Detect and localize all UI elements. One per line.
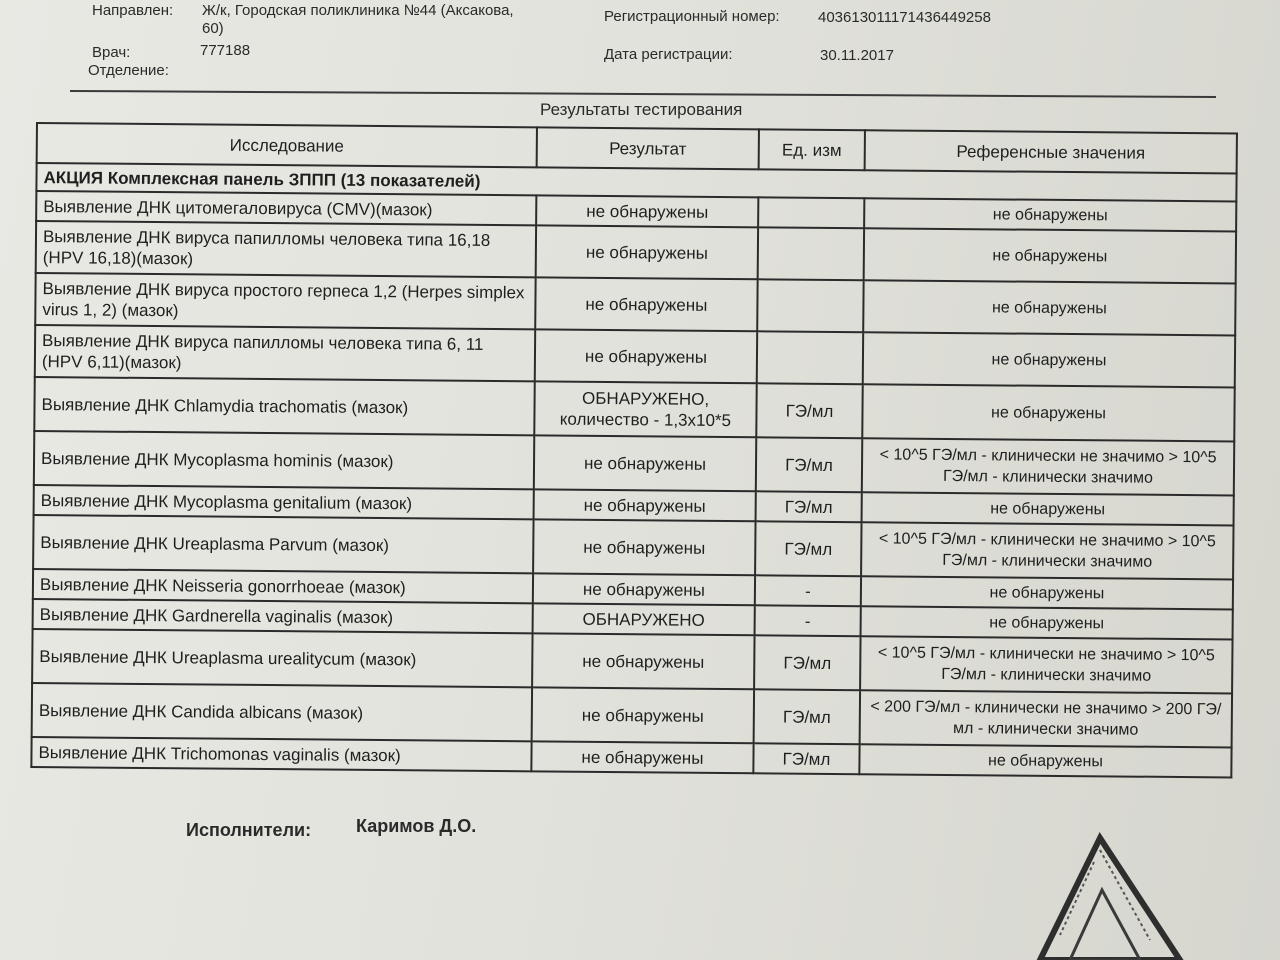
study-name: Выявление ДНК Gardnerella vaginalis (мазок) bbox=[33, 599, 533, 633]
reference-value: не обнаружены bbox=[859, 744, 1231, 777]
executors-label: Исполнители: bbox=[186, 820, 312, 840]
study-name: Выявление ДНК Mycoplasma genitalium (мазок) bbox=[34, 485, 534, 519]
result-value: не обнаружены bbox=[534, 489, 756, 521]
unit-value: ГЭ/мл bbox=[755, 521, 861, 576]
results-title: Результаты тестирования bbox=[540, 100, 743, 119]
study-name: Выявление ДНК Candida albicans (мазок) bbox=[32, 683, 532, 741]
doctor-label: Врач: bbox=[92, 44, 131, 61]
reference-value: < 10^5 ГЭ/мл - клинически не значимо > 10^5 ГЭ/мл - клинически значимо bbox=[861, 522, 1233, 579]
result-value: не обнаружены bbox=[533, 519, 755, 575]
study-name: Выявление ДНК Trichomonas vaginalis (мазок) bbox=[31, 737, 531, 771]
unit-value bbox=[757, 279, 863, 332]
directed-value-line1: Ж/к, Городская поликлиника №44 (Аксакова, bbox=[202, 2, 514, 19]
study-name: Выявление ДНК Ureaplasma Parvum (мазок) bbox=[33, 515, 533, 573]
reg-number-label: Регистрационный номер: bbox=[604, 8, 780, 25]
unit-value: ГЭ/мл bbox=[756, 491, 862, 522]
unit-value: - bbox=[755, 575, 861, 606]
reference-value: не обнаружены bbox=[862, 384, 1234, 441]
reference-value: не обнаружены bbox=[863, 280, 1235, 335]
reference-value: не обнаружены bbox=[863, 332, 1235, 387]
result-value: не обнаружены bbox=[535, 277, 757, 331]
panel-title: АКЦИЯ Комплексная панель ЗППП (13 показателей) bbox=[36, 163, 1236, 201]
unit-value: ГЭ/мл bbox=[754, 689, 860, 744]
results-table bbox=[30, 122, 1238, 778]
column-header-study: Исследование bbox=[37, 123, 537, 167]
reference-value: не обнаружены bbox=[864, 198, 1236, 231]
result-value: не обнаружены bbox=[532, 633, 754, 689]
unit-value: ГЭ/мл bbox=[756, 437, 862, 492]
header-divider bbox=[70, 90, 1216, 98]
unit-value: ГЭ/мл bbox=[754, 635, 860, 690]
directed-value-line2: 60) bbox=[202, 20, 224, 37]
result-value: не обнаружены bbox=[531, 741, 753, 773]
doctor-value: 777188 bbox=[200, 42, 251, 59]
study-name: Выявление ДНК вируса простого герпеса 1,2 (Herpes simplex virus 1, 2) (мазок) bbox=[35, 273, 535, 329]
executor-name: Каримов Д.О. bbox=[356, 816, 477, 836]
result-value: не обнаружены bbox=[536, 195, 758, 227]
column-header-unit: Ед. изм bbox=[759, 129, 865, 170]
result-value: ОБНАРУЖЕНО bbox=[533, 603, 755, 635]
reference-value: не обнаружены bbox=[864, 228, 1236, 283]
reference-value: не обнаружены bbox=[861, 606, 1233, 639]
reg-date-value: 30.11.2017 bbox=[820, 47, 894, 64]
result-value: не обнаружены bbox=[532, 687, 754, 743]
reference-value: не обнаружены bbox=[861, 576, 1233, 609]
result-value: не обнаружены bbox=[534, 435, 756, 491]
result-value: ОБНАРУЖЕНО, количество - 1,3x10*5 bbox=[534, 381, 756, 437]
reference-value: не обнаружены bbox=[862, 492, 1234, 525]
reference-value: < 10^5 ГЭ/мл - клинически не значимо > 10^5 ГЭ/мл - клинически значимо bbox=[862, 438, 1234, 495]
study-name: Выявление ДНК Mycoplasma hominis (мазок) bbox=[34, 431, 534, 489]
unit-value: - bbox=[755, 605, 861, 636]
reg-number-value: 40361301117143644925​8 bbox=[818, 9, 991, 26]
unit-value: ГЭ/мл bbox=[753, 743, 859, 774]
study-name: Выявление ДНК Neisseria gonorrhoeae (мазок) bbox=[33, 569, 533, 603]
unit-value bbox=[758, 227, 864, 280]
reference-value: < 200 ГЭ/мл - клинически не значимо > 200 ГЭ/мл - клинически значимо bbox=[860, 690, 1232, 747]
unit-value: ГЭ/мл bbox=[756, 383, 862, 438]
reg-date-label: Дата регистрации: bbox=[604, 46, 733, 63]
study-name: Выявление ДНК вируса папилломы человека типа 16,18 (HPV 16,18)(мазок) bbox=[36, 221, 536, 277]
study-name: Выявление ДНК вируса папилломы человека типа 6, 11 (HPV 6,11)(мазок) bbox=[35, 325, 535, 381]
column-header-reference: Референсные значения bbox=[865, 130, 1237, 173]
department-label: Отделение: bbox=[88, 62, 169, 79]
directed-label: Направлен: bbox=[92, 2, 174, 19]
unit-value bbox=[758, 197, 864, 228]
result-value: не обнаружены bbox=[536, 225, 758, 279]
study-name: Выявление ДНК цитомегаловируса (CMV)(мазок) bbox=[36, 191, 536, 225]
reference-value: < 10^5 ГЭ/мл - клинически не значимо > 10^5 ГЭ/мл - клинически значимо bbox=[860, 636, 1232, 693]
study-name: Выявление ДНК Ureaplasma urealitycum (мазок) bbox=[32, 629, 532, 687]
results-table-wrap bbox=[30, 122, 1248, 779]
column-header-result: Результат bbox=[537, 127, 759, 169]
unit-value bbox=[757, 331, 863, 384]
study-name: Выявление ДНК Chlamydia trachomatis (мазок) bbox=[34, 377, 534, 435]
result-value: не обнаружены bbox=[535, 329, 757, 383]
result-value: не обнаружены bbox=[533, 573, 755, 605]
stamp-mark bbox=[1030, 830, 1280, 960]
